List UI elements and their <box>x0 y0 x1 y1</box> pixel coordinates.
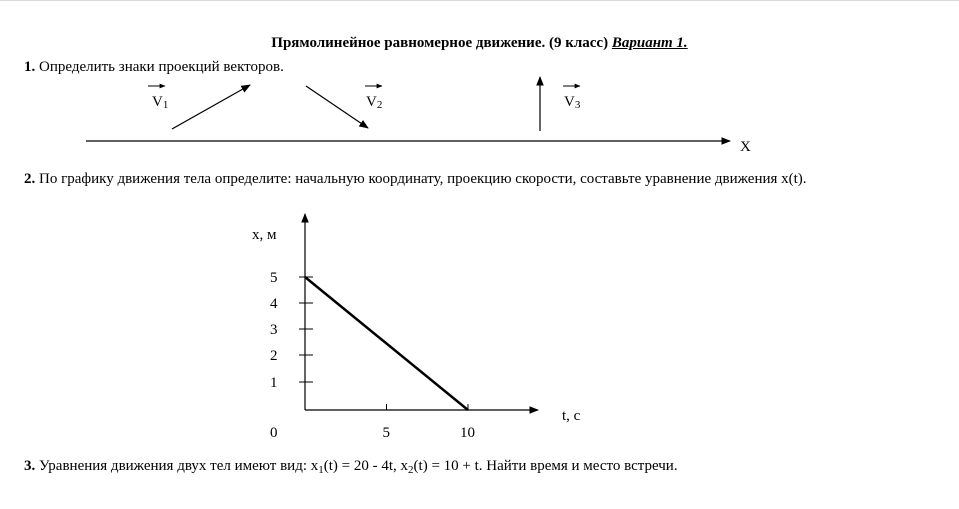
y-tick-label: 2 <box>270 348 278 364</box>
x-tick-label: 10 <box>460 425 475 441</box>
task-3-text: Уравнения движения двух тел имеют вид: $x_1(t) = 20 - 4t$, $x_2(t) = 10 + t$. Найти время и место встречи. <box>39 458 678 476</box>
task-2-text: По графику движения тела определите: начальную координату, проекцию скорости, составьте уравнение движения x(t). <box>39 171 807 187</box>
vector-1-label: V1 <box>152 94 169 111</box>
y-tick-label: 3 <box>270 322 278 338</box>
graph-ticks <box>270 270 475 441</box>
graph-x-axis-label: t, c <box>562 408 581 424</box>
title-main: Прямолинейное равномерное движение. (9 класс) <box>271 35 609 51</box>
task-2-number: 2. <box>24 171 36 187</box>
x-tick-label: 0 <box>270 425 278 441</box>
y-tick-label: 4 <box>270 296 278 312</box>
graph-y-axis-label: x, м <box>252 227 277 243</box>
task-2-graph <box>252 214 581 441</box>
vector-2-arrow <box>306 86 368 128</box>
task-3-number: 3. <box>24 458 36 474</box>
vector-3-label: V3 <box>564 94 581 111</box>
x-tick-label: 5 <box>382 425 390 441</box>
task-2 <box>24 169 924 189</box>
y-tick-label: 5 <box>270 270 278 286</box>
task-1-vector-figure <box>86 77 751 155</box>
task-1-number: 1. <box>24 59 36 75</box>
vector-1-arrow <box>172 85 250 129</box>
graph-series-line <box>305 277 468 410</box>
y-tick-label: 1 <box>270 375 278 391</box>
title-variant: Вариант 1. <box>611 35 688 51</box>
vector-2-label: V2 <box>366 94 383 111</box>
task-1-text: Определить знаки проекций векторов. <box>39 59 284 75</box>
task-3 <box>24 456 678 476</box>
x-axis-label: X <box>740 139 751 155</box>
